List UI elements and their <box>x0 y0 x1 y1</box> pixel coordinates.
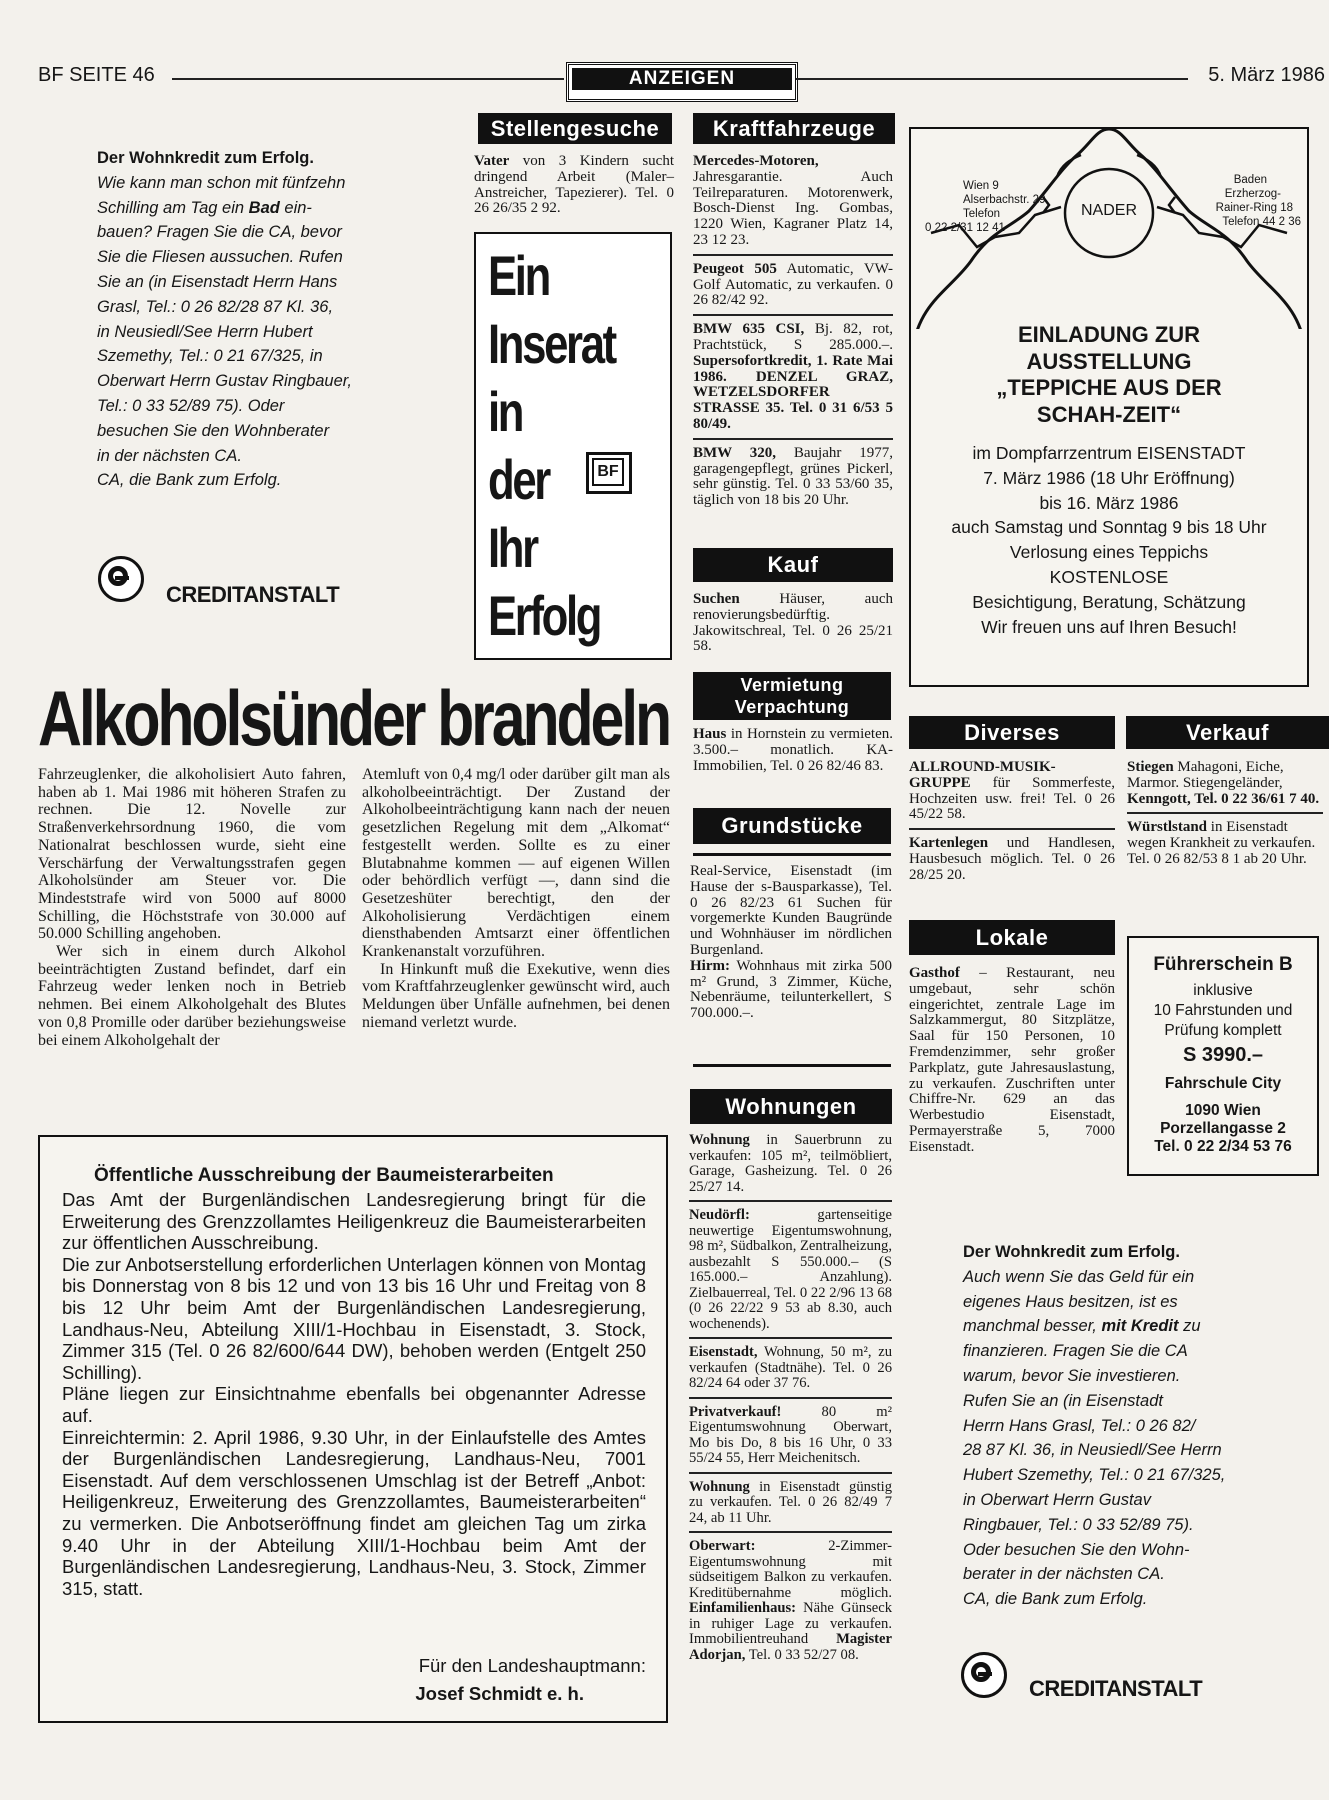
vermietung-ad-text: in Hornstein zu vermieten. 3.500.– monatlich. KA-Immobilien, Tel. 0 26 82/46 83. <box>693 726 893 774</box>
wohnung-ad-6-tail: Tel. 0 33 52/27 08. <box>745 1646 859 1663</box>
diverses-ad-2 <box>909 836 1115 888</box>
wohnung-ad-3 <box>689 1345 892 1399</box>
article-column-1 <box>38 766 346 1049</box>
nader-heading-2: AUSSTELLUNG <box>1026 348 1192 374</box>
grundstuecke-ad-text-2: Wohnhaus mit zirka 500 m² Grund, 3 Zimmer, Küche, Nebenräume, teilunterkellert, S 700.000.–. <box>690 957 892 1022</box>
wohnung-ad-6-lead: Oberwart: <box>689 1538 756 1554</box>
wohnung-ad-1-lead: Wohnung <box>689 1132 750 1148</box>
verkauf-ad-1 <box>1127 760 1323 814</box>
diverses-ad-1-text: für Sommerfeste, Hochzeiten usw. frei! Tel. 0 26 45/22 58. <box>909 774 1115 823</box>
divider <box>693 853 891 856</box>
nader-line-6: KOSTENLOSE <box>1049 566 1169 587</box>
kfz-ad-1-text: Jahresgarantie. Auch Teilreparaturen. Motorenwerk, Bosch-Dienst Ing. Gombas, 1220 Wien, Kagraner Platz 14, 23 12 23. <box>693 168 893 248</box>
article-headline: Alkoholsünder brandeln <box>38 674 670 762</box>
nader-ad <box>909 127 1309 687</box>
header-rule-right <box>796 78 1188 80</box>
wohnung-ad-5-lead: Wohnung <box>689 1478 750 1495</box>
nader-heading-3: „TEPPICHE AUS DER <box>996 375 1222 400</box>
heading-lokale: Lokale <box>909 920 1115 955</box>
wohnung-ad-4-text: 80 m² Eigentumswohnung Oberwart, Mo bis Do, 8 bis 16 Uhr, 0 33 55/24 55, Herr Meichenitsch. <box>689 1403 892 1466</box>
article-col2-p1: Atemluft von 0,4 mg/l oder darüber gilt man als alkoholbeeinträchtigt. Der Zustand der Alkoholbeeinträchtigung kann nach der neuen gesetzlichen Regelung mit dem „Alkomat“ festgestellt werden. Sollte es zu einer Blutabnahme kommen — auf eigenen Willen oder behördlich verfügt —, dann sind die Gesetzeshüter berechtigt, den der Alkoholisierung Verdächtigen einem diensthabenden Amtsarzt einer öffentlichen Krankenanstalt vorzuführen. <box>362 766 670 961</box>
wohnung-ad-5 <box>689 1480 892 1534</box>
diverses-ad-2-text: und Handlesen, Hausbesuch möglich. Tel. 0 26 28/25 20. <box>909 835 1115 883</box>
lokale-ad <box>909 966 1115 1156</box>
wohnung-ad-3-text: Wohnung, 50 m², zu verkaufen (Stadtnähe). Tel. 0 26 82/24 64 oder 37 76. <box>689 1344 892 1391</box>
nader-left-line-4: 0 22 2/31 12 41 <box>925 222 1005 234</box>
stellengesuche-ad-text: von 3 Kindern sucht dringend Arbeit (Maler–Anstreicher, Tapezierer). Tel. 0 26 26/35 2 92. <box>474 153 674 217</box>
nader-heading-1: EINLADUNG ZUR <box>1017 322 1201 347</box>
heading-stellengesuche: Stellengesuche <box>478 113 672 144</box>
vermietung-ad <box>693 727 893 774</box>
heading-grundstuecke: Grundstücke <box>693 808 891 844</box>
wohnung-ad-6-text2: Nähe Günseck in ruhiger Lage zu verkaufen. Immobilientreuhand <box>689 1600 892 1647</box>
diverses-ad-1-lead: ALLROUND-MUSIK-GRUPPE <box>909 759 1056 791</box>
nader-line-3: bis 16. März 1986 <box>1039 492 1179 513</box>
inserat-word-1: Ein <box>488 244 549 307</box>
vermietung-ad-lead: Haus <box>693 726 727 742</box>
verkauf-ad-1-lead: Stiegen <box>1127 759 1174 775</box>
tender-p2: Die zur Anbotserstellung erforderlichen Unterlagen können von Montag bis Donnerstag von 8 bis 12 und von 13 bis 16 Uhr und Freitag von 8 bis 12 Uhr beim Amt der Burgenländischen Landesregierung, Landhaus-Neu, Abteilung XIII/1-Hochbau in Eisenstadt, 3. Stock, Zimmer 315 (Tel. 0 26 82/600/644 DW), behoben werden (Entgelt 250 Schilling). <box>62 1253 646 1383</box>
wohnung-ad-5-text: in Eisenstadt günstig zu verkaufen. Tel. 0 26 82/49 7 24, ab 11 Uhr. <box>689 1478 892 1526</box>
nader-left-line-1: Wien 9 <box>963 180 999 192</box>
verkauf-ad-2 <box>1127 820 1323 872</box>
wohnung-ad-6-bold: Magister Adorjan, <box>689 1631 892 1663</box>
nader-name: NADER <box>1080 202 1137 219</box>
fuehrerschein-addr-1: 1090 Wien <box>1185 1102 1261 1119</box>
ca-ad-bottom-text-a: Auch wenn Sie das Geld für ein eigenes Haus besitzen, ist es manchmal besser, <box>963 1267 1195 1336</box>
nader-line-2: 7. März 1986 (18 Uhr Eröffnung) <box>983 467 1235 488</box>
nader-heading <box>911 322 1307 428</box>
verkauf-ad-1-text: Mahagoni, Eiche, Marmor. Stiegengeländer, <box>1127 759 1284 791</box>
header-rule-left <box>172 78 564 80</box>
lokale-ad-text: – Restaurant, neu umgebaut, sehr schön eingerichtet, zentrale Lage im Salzkammergut, 80 Sitzplätze, Saal für 150 Personen, 10 Fremdenzimmer, sehr großer Parkplatz, gute Jahresauslastung, zu verkaufen. Zuschriften unter Chiffre-Nr. 629 an das Werbestudio Eisenstadt, Permayerstraße 5, 7000 Eisenstadt. <box>909 965 1115 1155</box>
ca-ad-top-text-b: ein- bauen? Fragen Sie die CA, bevor Sie die Fliesen aussuchen. Rufen Sie an (in Eisenstadt Herrn Hans Grasl, Tel.: 0 26 82/28 87 Kl. 36, in Neusiedl/See Herrn Hubert Szemethy, Tel.: 0 21 67/325, in Oberwart Herrn Gustav Ringbauer, Tel.: 0 33 52/89 75). Oder besuchen Sie den Wohnberater in der nächsten CA. CA, die Bank zum Erfolg. <box>97 198 352 490</box>
nader-right-line-1: Baden <box>1233 174 1267 186</box>
kfz-ad-2-lead: Peugeot 505 <box>693 260 777 277</box>
ca-logo-icon <box>961 1652 1007 1698</box>
fuehrerschein-ad <box>1127 936 1319 1176</box>
tender-signature-line-2: Josef Schmidt e. h. <box>415 1683 584 1704</box>
verkauf-ad-2-lead: Würstlstand <box>1127 819 1208 836</box>
ca-logo-name-bottom: CREDITANSTALT <box>1029 1676 1203 1701</box>
fuehrerschein-title: Führerschein B <box>1153 954 1293 975</box>
tender-notice <box>38 1135 668 1723</box>
fuehrerschein-line-3: Prüfung komplett <box>1164 1022 1282 1039</box>
fuehrerschein-price: S 3990.– <box>1182 1044 1264 1066</box>
tender-p1: Das Amt der Burgenländischen Landesregierung bringt für die Erweiterung des Grenzzollamtes Heiligenkreuz die Baumeisterarbeiten zur öffentlichen Ausschreibung. <box>62 1189 646 1254</box>
ca-ad-bottom-text-bold: mit Kredit <box>1101 1317 1179 1336</box>
nader-right-line-2: Erzherzog- <box>1224 188 1281 200</box>
ca-ad-bottom-text-b: zu finanzieren. Fragen Sie die CA warum, bevor Sie investieren. Rufen Sie an (in Eisenstadt Herrn Hans Grasl, Tel.: 0 26 82/ 28 87 Kl. 36, in Neusiedl/See Herrn Hubert Szemethy, Tel.: 0 21 67/325, in Oberwart Herrn Gustav Ringbauer, Tel.: 0 33 52/89 75). Oder besuchen Sie den Wohn- berater in der nächsten CA. CA, die Bank zum Erfolg. <box>963 1317 1226 1609</box>
section-label-text: ANZEIGEN <box>572 68 792 90</box>
grundstuecke-ad <box>690 864 892 1022</box>
article-col1-p2: Wer sich in einem durch Alkohol beeinträchtigten Zustand befindet, darf ein Fahrzeug weder lenken noch in Betrieb nehmen. Bei einem Alkoholgehalt des Blutes von 0,8 Promille oder darüber beziehungsweise bei einem Alkoholgehalt der <box>38 943 346 1049</box>
fuehrerschein-addr-2: Porzellangasse 2 <box>1160 1120 1286 1137</box>
wohnung-ad-4 <box>689 1405 892 1474</box>
inserat-box <box>474 232 672 660</box>
stellengesuche-ad-lead: Vater <box>474 153 510 169</box>
heading-vermietung <box>693 672 891 720</box>
heading-vermietung-1: Vermietung <box>740 675 844 695</box>
kfz-ad-3-bold: Supersofortkredit, 1. Rate Mai 1986. DENZEL GRAZ, WETZELSDORFER STRASSE 35. Tel. 0 31 6/53 5 80/49. <box>693 352 893 432</box>
kfz-ad-2-text: Automatic, VW-Golf Automatic, zu verkaufen. 0 26 82/42 92. <box>693 260 893 309</box>
kfz-ad-3-text: Bj. 82, rot, Prachtstück, S 285.000.–. <box>693 321 894 353</box>
heading-vermietung-2: Verpachtung <box>734 697 850 717</box>
fuehrerschein-line-2: 10 Fahrstunden und <box>1153 1002 1293 1019</box>
wohnung-ad-6 <box>689 1539 892 1668</box>
grundstuecke-ad-lead-2: Hirm: <box>690 957 730 974</box>
verkauf-ad-2-text: in Eisenstadt wegen Krankheit zu verkaufen. Tel. 0 26 82/53 8 1 ab 20 Uhr. <box>1127 819 1316 867</box>
nader-right-line-3: Rainer-Ring 18 <box>1215 202 1293 214</box>
ca-ad-top-text <box>97 171 427 493</box>
nader-line-7: Besichtigung, Beratung, Schätzung <box>972 591 1246 612</box>
kfz-ad-1 <box>693 154 893 256</box>
inserat-word-4: der <box>488 448 549 511</box>
nader-line-1: im Dompfarrzentrum EISENSTADT <box>972 443 1246 463</box>
tender-signature-line-1: Für den Landeshauptmann: <box>418 1655 646 1676</box>
nader-left-line-2: Alserbachstr. 29 <box>963 194 1046 206</box>
inserat-word-2: Inserat <box>488 312 615 375</box>
verkauf-column <box>1127 760 1323 879</box>
nader-footer: Wir freuen uns auf Ihren Besuch! <box>981 617 1237 637</box>
ca-logo-icon <box>98 556 144 602</box>
inserat-word-3: in <box>488 380 523 443</box>
kfz-ad-2 <box>693 262 893 316</box>
page-number: BF SEITE 46 <box>38 64 155 86</box>
fuehrerschein-school: Fahrschule City <box>1164 1075 1282 1092</box>
bf-logo-text: BF <box>592 458 624 486</box>
kfz-ad-1-lead: Mercedes-Motoren, <box>693 153 819 169</box>
wohnung-ad-2 <box>689 1208 892 1339</box>
wohnungen-column <box>689 1133 892 1674</box>
wohnung-ad-1-text: in Sauerbrunn zu verkaufen: 105 m², teilmöbliert, Garage, Gasheizung. Tel. 0 26 25/27 14. <box>689 1132 892 1195</box>
ca-ad-top-text-bold: Bad <box>248 198 280 217</box>
divider <box>693 1064 891 1067</box>
wohnung-ad-4-lead: Privatverkauf! <box>689 1403 782 1420</box>
article-col1-p1: Fahrzeuglenker, die alkoholisiert Auto fahren, haben ab 1. Mai 1986 mit höheren Strafen zu rechnen. Die 12. Novelle zur Straßenverkehrsordnung 1960, die vom Nationalrat beschlossen wurde, sieht eine Verschärfung der Verwaltungsstrafen gegen Alkoholsünder am Steuer vor. Die Mindeststrafe wird von 5000 auf 8000 Schilling, die Höchststrafe von 30.000 auf 50.000 Schilling angehoben. <box>38 766 346 943</box>
wohnung-ad-2-text: gartenseitige neuwertige Eigentumswohnung, 98 m², Südbalkon, Zentralheizung, ausbezahlt S 550.000.– (S 165.000.– Anzahlung). Zielbauerreal, Tel. 0 22 2/96 13 68 (0 26 22/22 9 53 ab 8.30, auch wochenends). <box>689 1207 892 1332</box>
grundstuecke-ad-text-1: Real-Service, Eisenstadt (im Hause der s-Bausparkasse), Tel. 0 26 82/23 61 Suchen für vorgemerkte Kunden Baugründe und Wohnhäuser im nördlichen Burgenland. <box>690 863 892 958</box>
nader-details <box>911 441 1307 615</box>
wohnung-ad-6-lead2: Einfamilienhaus: <box>689 1600 797 1616</box>
ca-ad-bottom-text <box>963 1265 1323 1612</box>
article-column-2 <box>362 766 670 1032</box>
section-label <box>566 62 798 102</box>
tender-body <box>62 1189 646 1599</box>
bf-logo-icon <box>586 452 632 494</box>
diverses-ad-1 <box>909 760 1115 830</box>
kraftfahrzeuge-column <box>693 154 893 520</box>
ca-ad-bottom <box>963 1240 1323 1612</box>
diverses-column <box>909 760 1115 895</box>
kfz-ad-3-lead: BMW 635 CSI, <box>693 321 805 338</box>
kauf-ad-text: Häuser, auch renovierungsbedürftig. Jakowitschreal, Tel. 0 26 25/21 58. <box>693 591 893 655</box>
heading-verkauf: Verkauf <box>1126 716 1329 749</box>
article-col2-p2: In Hinkunft muß die Exekutive, wenn dies vom Kraftfahrzeuglenker gewünscht wird, auch Meldungen über Unfälle aufnehmen, bei denen niemand verletzt wurde. <box>362 960 670 1031</box>
fuehrerschein-line-1: inklusive <box>1193 982 1253 999</box>
heading-kauf: Kauf <box>693 548 893 582</box>
inserat-word-6: Erfolg <box>488 584 601 647</box>
fuehrerschein-tel: Tel. 0 22 2/34 53 76 <box>1154 1138 1292 1155</box>
nader-line-5: Verlosung eines Teppichs <box>1009 542 1209 563</box>
ca-ad-top-text-a: Wie kann man schon mit fünfzehn Schilling am Tag ein <box>97 173 346 217</box>
kfz-ad-4 <box>693 446 893 514</box>
ca-ad-bottom-title: Der Wohnkredit zum Erfolg. <box>963 1243 1180 1261</box>
inserat-word-5: Ihr <box>488 516 537 579</box>
kfz-ad-3 <box>693 322 893 440</box>
stellengesuche-ad <box>474 154 674 217</box>
tender-title: Öffentliche Ausschreibung der Baumeisterarbeiten <box>94 1165 554 1186</box>
verkauf-ad-1-bold: Kenngott, Tel. 0 22 36/61 7 40. <box>1127 790 1320 807</box>
tender-p4: Einreichtermin: 2. April 1986, 9.30 Uhr, in der Einlaufstelle des Amtes der Burgenländischen Landesregierung, Landhaus-Neu, 7001 Eisenstadt. Auf dem verschlossenen Umschlag ist der Betreff „Anbot: Heiligenkreuz, Erweiterung des Grenzzollamtes, Baumeisterarbeiten“ zu vermerken. Die Anbotseröffnung findet am gleichen Tag um zirka 9.40 Uhr in der Abteilung XIII/1-Hochbau beim Amt der Burgenländischen Landesregierung, Landhaus-Neu, 3. Stock, Zimmer 315, statt. <box>62 1426 646 1599</box>
nader-left-line-3: Telefon <box>963 208 1001 220</box>
nader-right-address <box>1195 173 1301 229</box>
wohnung-ad-2-lead: Neudörfl: <box>689 1207 750 1223</box>
ca-ad-top <box>97 146 427 493</box>
ca-ad-top-title: Der Wohnkredit zum Erfolg. <box>97 149 314 167</box>
wohnung-ad-3-lead: Eisenstadt, <box>689 1344 758 1360</box>
heading-diverses: Diverses <box>909 716 1115 749</box>
heading-wohnungen: Wohnungen <box>690 1089 892 1124</box>
heading-kraftfahrzeuge: Kraftfahrzeuge <box>693 113 895 144</box>
kauf-ad <box>693 592 893 655</box>
tender-p3: Pläne liegen zur Einsichtnahme ebenfalls bei obgenannter Adresse auf. <box>62 1383 646 1426</box>
kfz-ad-4-lead: BMW 320, <box>693 444 777 461</box>
kfz-ad-4-text: Baujahr 1977, garagengepflegt, grünes Pickerl, sehr günstig. Tel. 0 33 53/60 35, täglich von 18 bis 20 Uhr. <box>693 444 893 509</box>
diverses-ad-2-lead: Kartenlegen <box>909 835 989 852</box>
nader-right-line-4: Telefon 44 2 36 <box>1222 216 1301 228</box>
wohnung-ad-1 <box>689 1133 892 1202</box>
nader-heading-4: SCHAH-ZEIT“ <box>1036 401 1182 427</box>
kauf-ad-lead: Suchen <box>693 591 740 607</box>
ca-logo-name-top: CREDITANSTALT <box>166 582 340 607</box>
nader-left-address <box>925 179 1046 235</box>
wohnung-ad-6-text: 2-Zimmer-Eigentumswohnung mit südseitigem Balkon zu verkaufen. Kreditübernahme möglich. <box>689 1538 892 1601</box>
lokale-ad-lead: Gasthof <box>909 965 960 981</box>
issue-date: 5. März 1986 <box>1208 64 1325 86</box>
nader-line-4: auch Samstag und Sonntag 9 bis 18 Uhr <box>951 517 1267 538</box>
